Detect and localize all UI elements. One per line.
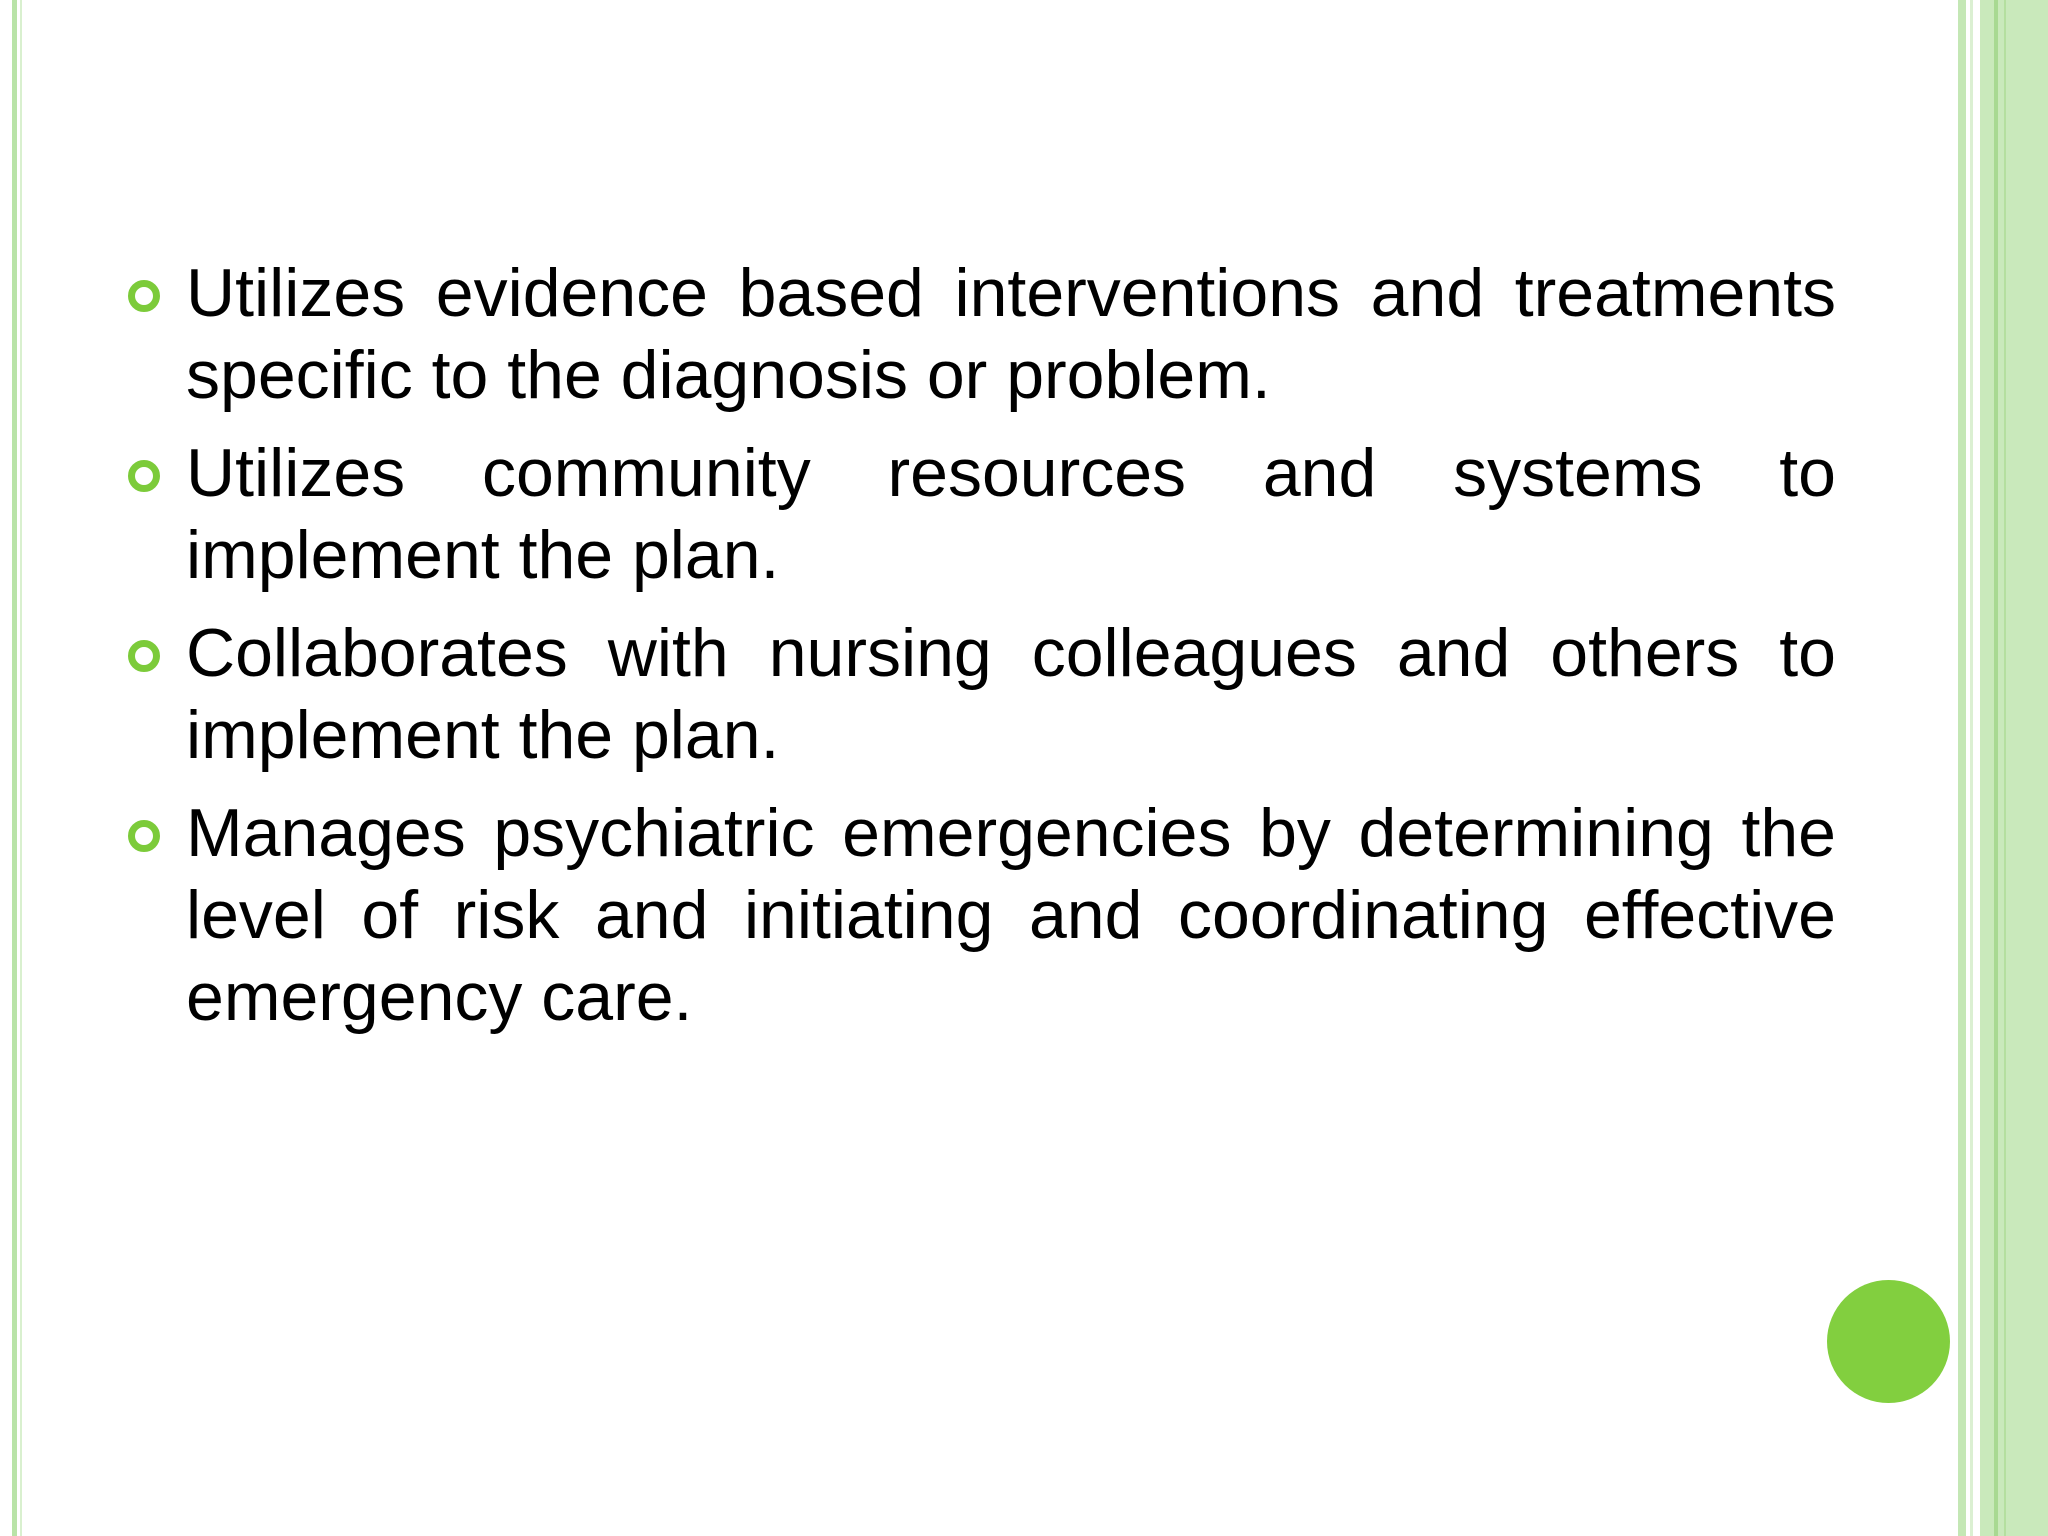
- bullet-item: [120, 792, 1836, 1038]
- bullet-text: Utilizes evidence based interventions and treatments specific to the diagnosis or problem.: [186, 255, 1836, 413]
- hollow-circle-icon: [128, 460, 160, 492]
- bullet-item: [120, 432, 1836, 596]
- left-border-line: [12, 0, 17, 1536]
- green-circle-decoration: [1827, 1280, 1950, 1403]
- left-border-line-thin: [20, 0, 22, 1536]
- bullet-item: [120, 612, 1836, 776]
- right-border-line: [1958, 0, 1966, 1536]
- right-border-band-stripe-2: [2004, 0, 2006, 1536]
- bullet-item: [120, 252, 1836, 416]
- right-border-band-stripe: [1994, 0, 1998, 1536]
- bullet-text: Utilizes community resources and systems to implement the plan.: [186, 435, 1836, 593]
- right-border-band: [1980, 0, 2048, 1536]
- bullet-text: Collaborates with nursing colleagues and others to implement the plan.: [186, 615, 1836, 773]
- hollow-circle-icon: [128, 280, 160, 312]
- hollow-circle-icon: [128, 820, 160, 852]
- bullet-text: Manages psychiatric emergencies by determining the level of risk and initiating and coordinating effective emergency care.: [186, 795, 1836, 1035]
- bullet-list: [120, 252, 1836, 1038]
- hollow-circle-icon: [128, 640, 160, 672]
- right-border-line-thin: [1970, 0, 1973, 1536]
- slide-body: [120, 252, 1836, 1054]
